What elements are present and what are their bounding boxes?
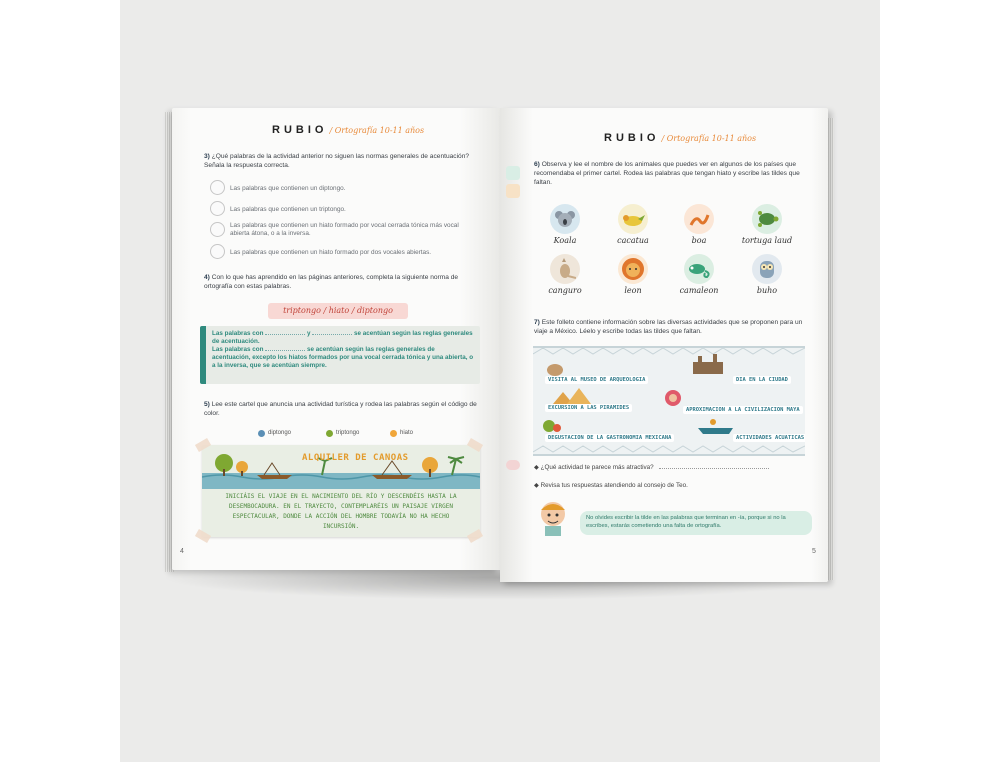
- lion-icon: [618, 254, 648, 284]
- animal-name[interactable]: buho: [756, 286, 778, 295]
- poster-landscape: [202, 445, 480, 489]
- animal-card: [664, 254, 734, 295]
- mini-icon: [506, 460, 520, 470]
- animal-name[interactable]: Koala: [553, 236, 577, 245]
- word-bank: triptongo / hiato / diptongo: [268, 303, 408, 319]
- legend-dot-diptongo: [258, 430, 265, 437]
- bullet-icon: ◆: [534, 464, 541, 471]
- koala-icon: [550, 204, 580, 234]
- question-text: Observa y lee el nombre de los animales que puedes ver en algunos de los países que recomendaba el primer cartel. Rodea las palabras que tengan hiato y escribe las tildes que faltan.: [534, 161, 800, 186]
- teo-tip-bubble: No olvides escribir la tilde en las palabras que terminan en -ía, porque si no la escribes, estarás cometiendo una falta de ortografía.: [580, 511, 812, 535]
- series-label: / Ortografía 10-11 años: [329, 126, 425, 135]
- question-text: Este folleto contiene información sobre las diversas actividades que se proponen para un viaje a México. Léelo y escribe todas las tildes que faltan.: [534, 319, 803, 335]
- animal-card: [732, 204, 802, 245]
- answer-line[interactable]: [659, 468, 769, 469]
- animal-name[interactable]: tortuga laud: [741, 236, 793, 245]
- option-text: Las palabras que contienen un hiato formado por vocal cerrada tónica más vocal abierta átona, o a la inversa.: [230, 222, 459, 237]
- animal-name[interactable]: cacatua: [617, 236, 649, 245]
- page-number: 5: [812, 548, 816, 555]
- answer-circle[interactable]: [210, 244, 225, 259]
- cockatoo-icon: [618, 204, 648, 234]
- legend-dot-hiato: [390, 430, 397, 437]
- activity-label: VISITA AL MUSEO DE ARQUEOLOGIA: [545, 376, 648, 384]
- animal-card: [664, 204, 734, 245]
- question-4: [204, 273, 474, 291]
- question-7: [534, 318, 806, 336]
- question-attractive: ◆ ¿Qué actividad te parece más atractiva?: [534, 464, 769, 471]
- legend-label: triptongo: [336, 430, 360, 436]
- mini-icon: [506, 184, 520, 198]
- animal-name[interactable]: leon: [624, 286, 642, 295]
- activity-label: DEGUSTACION DE LA GASTRONOMIA MEXICANA: [545, 434, 674, 442]
- fill-blank[interactable]: [265, 334, 305, 335]
- question-6: [534, 160, 806, 187]
- series-label: / Ortografía 10-11 años: [661, 134, 757, 143]
- mini-icon: [506, 166, 520, 180]
- poster-text: INICIÁIS EL VIAJE EN EL NACIMIENTO DEL RÍO Y DESCENDÉIS HASTA LA DESEMBOCADURA. EN EL TRAYECTO, CONTEMPLARÉIS UN PAISAJE VIRGEN ESPECTACULAR, DONDE LA ACCIÓN DEL HOMBRE TODAVÍA NO HA HECHO INCURSIÓN.: [225, 493, 457, 530]
- answer-circle[interactable]: [210, 180, 225, 195]
- activity-label: DIA EN LA CIUDAD: [733, 376, 791, 384]
- question-5: [204, 400, 479, 418]
- animal-name[interactable]: canguro: [548, 286, 582, 295]
- legend-label: hiato: [400, 430, 414, 436]
- right-page: [500, 108, 828, 582]
- animal-name[interactable]: boa: [691, 236, 707, 245]
- animal-card: [530, 204, 600, 245]
- question-3: [204, 152, 474, 170]
- activity-label: EXCURSION A LAS PIRAMIDES: [545, 404, 632, 412]
- bullet-icon: ◆: [534, 482, 541, 489]
- activity-label: APROXIMACION A LA CIVILIZACION MAYA: [683, 406, 803, 414]
- question-number: 3): [204, 153, 210, 160]
- legend-dot-triptongo: [326, 430, 333, 437]
- owl-icon: [752, 254, 782, 284]
- animal-name[interactable]: camaleon: [679, 286, 719, 295]
- teo-avatar: [536, 498, 570, 536]
- mexico-brochure: [533, 346, 805, 456]
- question-number: 6): [534, 161, 540, 168]
- snake-icon: [684, 204, 714, 234]
- question-text: Lee este cartel que anuncia una actividad turística y rodea las palabras según el código de color.: [204, 401, 477, 417]
- question-number: 7): [534, 319, 540, 326]
- question-text: Con lo que has aprendido en las páginas anteriores, completa la siguiente norma de ortografía con estas palabras.: [204, 274, 459, 290]
- question-text: ¿Qué palabras de la actividad anterior no siguen las normas generales de acentuación? Señala la respuesta correcta.: [204, 153, 470, 169]
- fill-blank[interactable]: [265, 350, 305, 351]
- chameleon-icon: [684, 254, 714, 284]
- fill-blank[interactable]: [312, 334, 352, 335]
- answer-circle[interactable]: [210, 201, 225, 216]
- animal-card: [598, 254, 668, 295]
- animal-card: [732, 254, 802, 295]
- spelling-rule-box: Las palabras con y se acentúan según las reglas generales de acentuación. Las palabras con se acentúan según las reglas generales de acentuación, excepto los hiatos formados por una vocal cerrada tónica y una abierta, o a la inversa, que se acentúan siempre.: [200, 326, 480, 384]
- question-number: 4): [204, 274, 210, 281]
- animal-card: [598, 204, 668, 245]
- activity-label: ACTIVIDADES ACUATICAS: [733, 434, 805, 442]
- answer-circle[interactable]: [210, 222, 225, 237]
- option-text: Las palabras que contienen un hiato formado por dos vocales abiertas.: [230, 249, 432, 256]
- brand-logo: RUBIO / Ortografía 10-11 años: [272, 124, 425, 136]
- page-number: 4: [180, 548, 184, 555]
- poster-title: ALQUILER DE CANOAS: [302, 453, 409, 463]
- kangaroo-icon: [550, 254, 580, 284]
- canoe-poster: [202, 445, 480, 537]
- option-text: Las palabras que contienen un triptongo.: [230, 206, 346, 213]
- turtle-icon: [752, 204, 782, 234]
- animal-card: [530, 254, 600, 295]
- brand-logo: RUBIO / Ortografía 10-11 años: [604, 132, 757, 144]
- question-number: 5): [204, 401, 210, 408]
- left-page: [172, 108, 500, 570]
- legend-label: diptongo: [268, 430, 292, 436]
- option-text: Las palabras que contienen un diptongo.: [230, 185, 346, 192]
- review-instruction: ◆ Revisa tus respuestas atendiendo al consejo de Teo.: [534, 482, 688, 489]
